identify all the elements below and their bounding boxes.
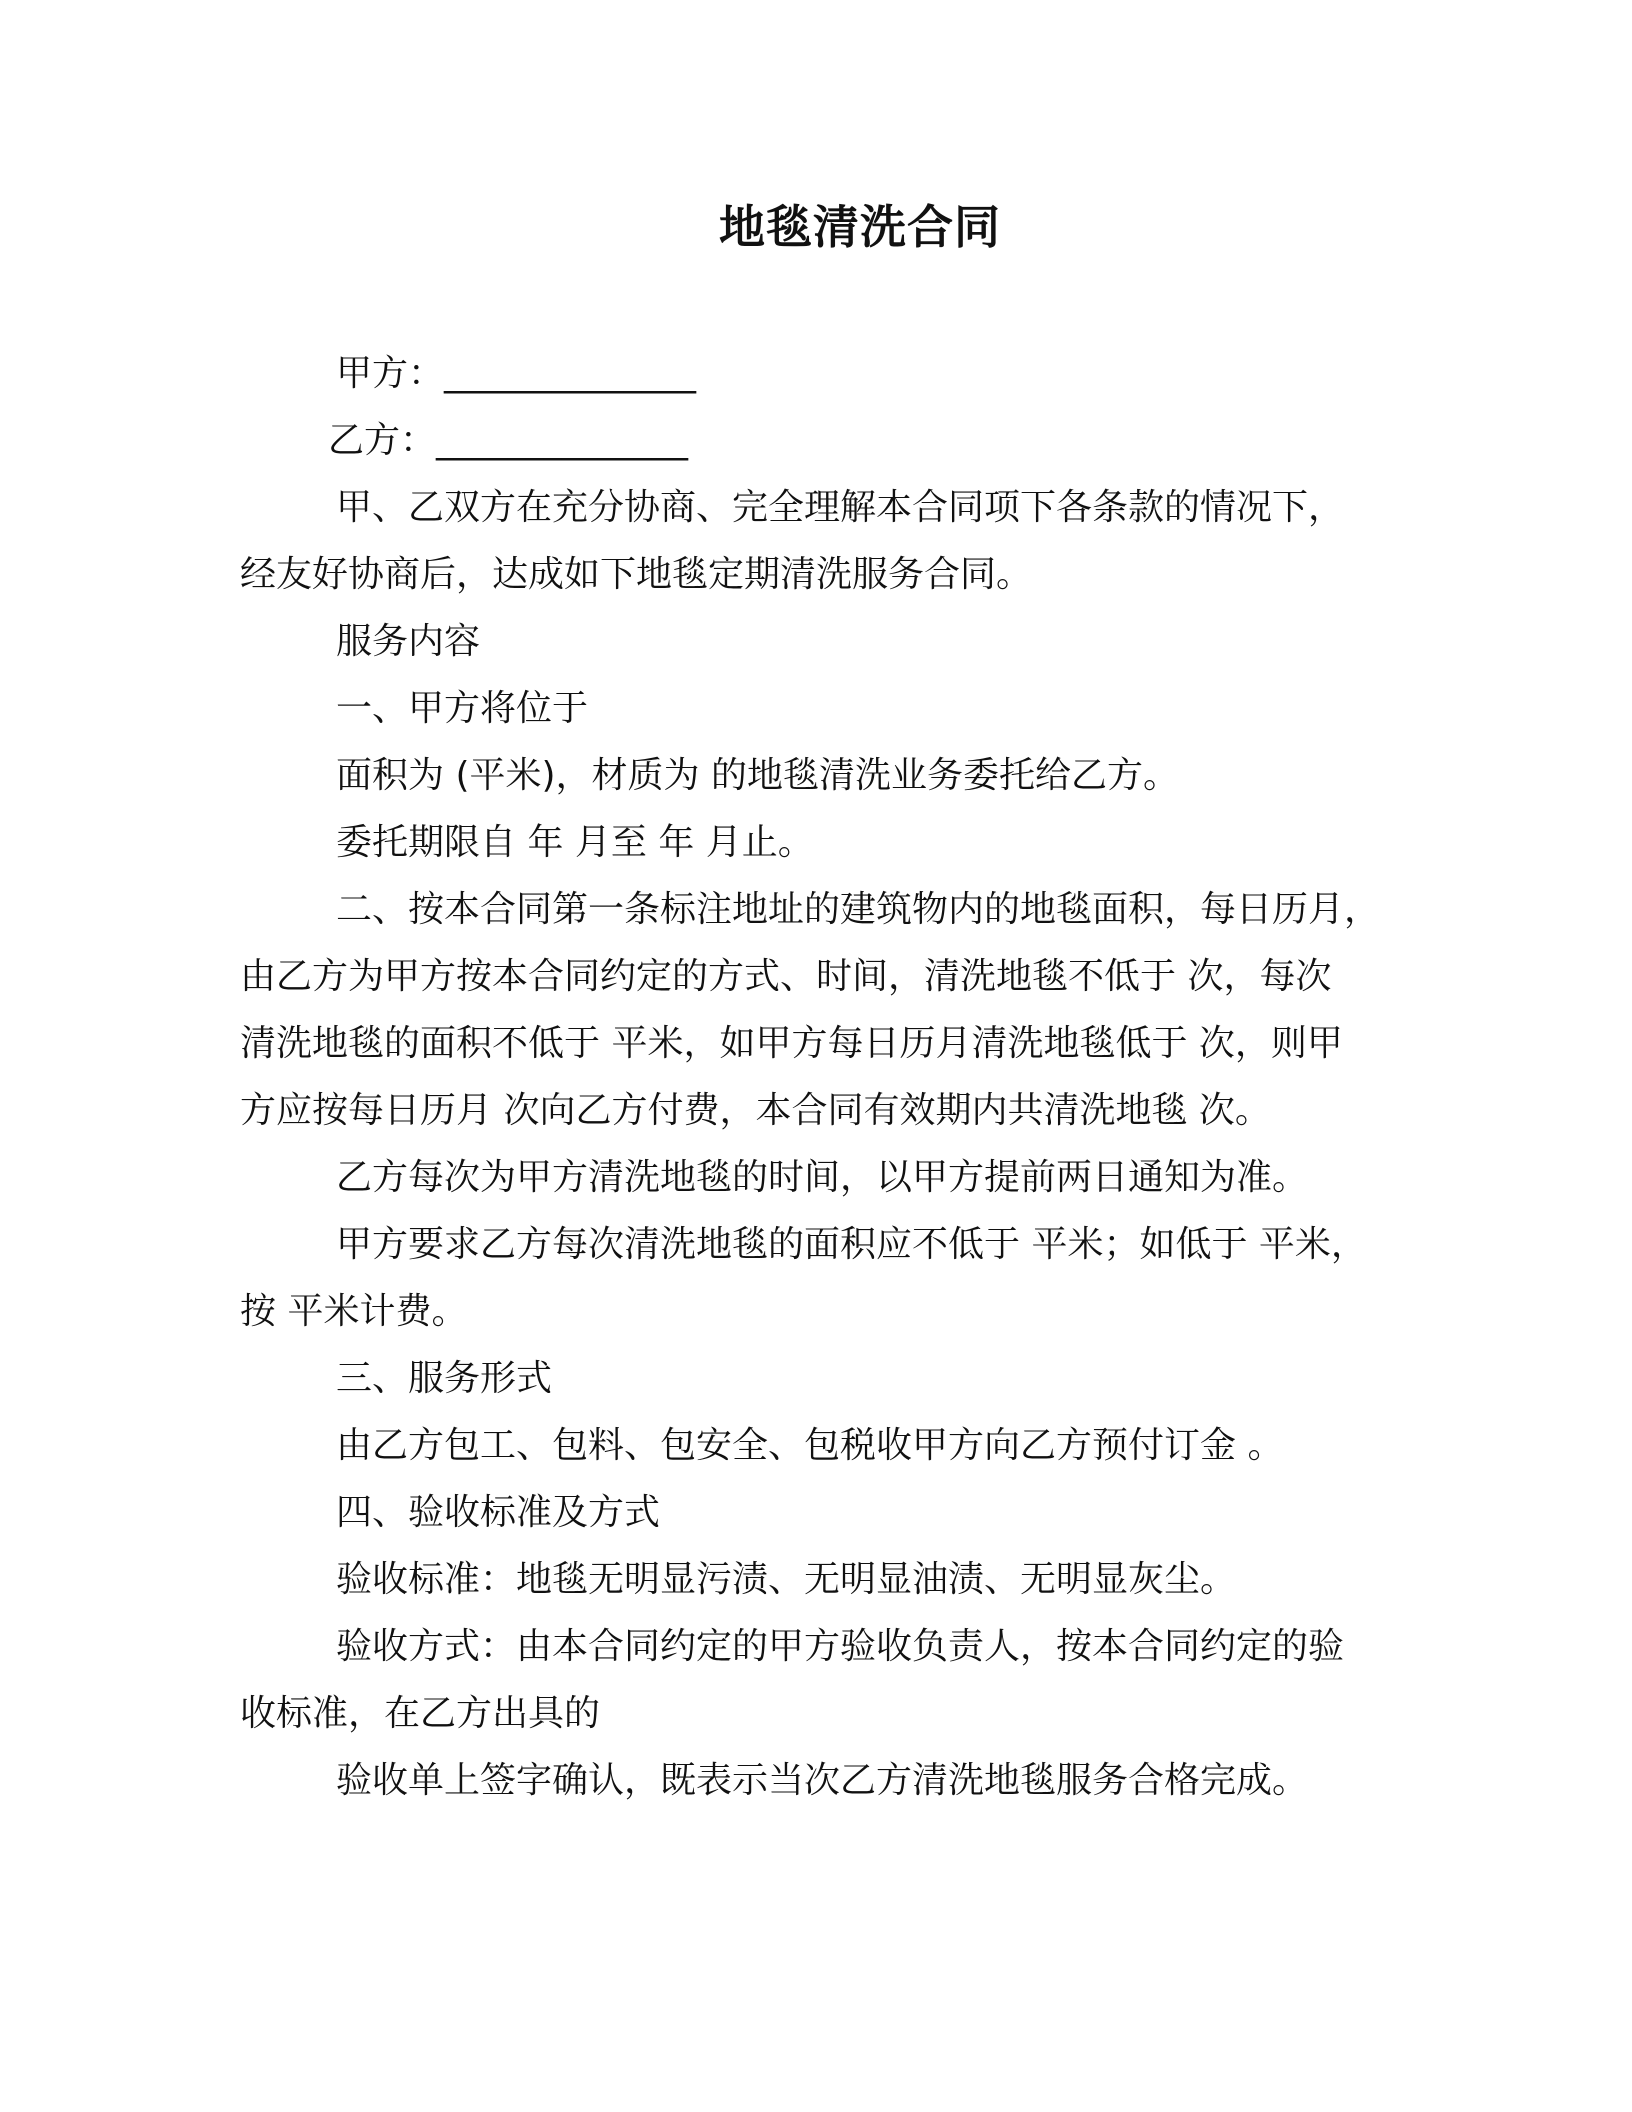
clause-1-area-material: 面积为 (平米)，材质为 的地毯清洗业务委托给乙方。: [336, 755, 1179, 796]
clause-4-confirmation: 验收单上签字确认，既表示当次乙方清洗地毯服务合格完成。: [336, 1760, 1309, 1801]
clause-2-schedule: 乙方每次为甲方清洗地毯的时间，以甲方提前两日通知为准。: [336, 1157, 1309, 1198]
party-b-line: 乙方：______________: [328, 420, 689, 461]
clause-3-content: 由乙方包工、包料、包安全、包税收甲方向乙方预付订金 。: [336, 1425, 1284, 1466]
document-title: 地毯清洗合同: [719, 200, 1001, 254]
clause-2-line-1: 二、按本合同第一条标注地址的建筑物内的地毯面积，每日历月，: [336, 889, 1381, 930]
preamble-line-2: 经友好协商后，达成如下地毯定期清洗服务合同。: [240, 554, 1033, 595]
clause-2-min-area-line-1: 甲方要求乙方每次清洗地毯的面积应不低于 平米；如低于 平米，: [336, 1224, 1367, 1265]
clause-2-line-2: 由乙方为甲方按本合同约定的方式、时间，清洗地毯不低于 次，每次: [240, 956, 1332, 997]
preamble-line-1: 甲、乙双方在充分协商、完全理解本合同项下各条款的情况下，: [336, 487, 1345, 528]
contract-body: [240, 340, 1420, 1814]
clause-2-line-4: 方应按每日历月 次向乙方付费，本合同有效期内共清洗地毯 次。: [240, 1090, 1271, 1131]
clause-2-min-area-line-2: 按 平米计费。: [240, 1291, 468, 1332]
clause-3-heading: 三、服务形式: [336, 1358, 553, 1399]
section-heading-service-content: 服务内容: [336, 621, 481, 662]
clause-2-line-3: 清洗地毯的面积不低于 平米，如甲方每日历月清洗地毯低于 次，则甲: [240, 1023, 1343, 1064]
clause-4-method-line-2: 收标准，在乙方出具的: [240, 1693, 601, 1734]
clause-4-heading: 四、验收标准及方式: [336, 1492, 661, 1533]
party-a-line: 甲方：______________: [336, 353, 697, 394]
clause-1-term: 委托期限自 年 月至 年 月止。: [336, 822, 814, 863]
clause-4-standard: 验收标准：地毯无明显污渍、无明显油渍、无明显灰尘。: [336, 1559, 1237, 1600]
clause-4-method-line-1: 验收方式：由本合同约定的甲方验收负责人，按本合同约定的验: [336, 1626, 1345, 1667]
clause-1-heading: 一、甲方将位于: [336, 688, 589, 729]
